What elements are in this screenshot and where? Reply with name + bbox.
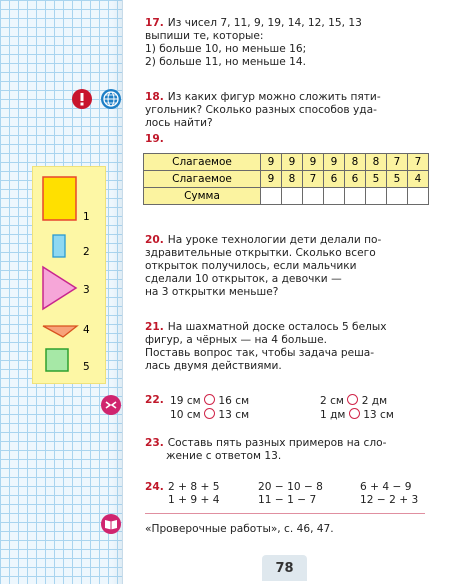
expression: 6 + 4 − 9 [360, 481, 412, 493]
table-cell: 9 [303, 154, 324, 171]
table-cell: 9 [261, 154, 282, 171]
task-18-line: лось найти? [145, 117, 213, 129]
task-17-line: 2) больше 11, но меньше 14. [145, 56, 306, 68]
task-23 [145, 437, 427, 463]
answer-cell[interactable] [282, 188, 303, 205]
table-row [144, 154, 429, 171]
answer-cell[interactable] [408, 188, 429, 205]
expression: 20 − 10 − 8 [258, 481, 323, 493]
task-number: 17. [145, 17, 164, 29]
comparison-right: 2 дм [361, 395, 388, 407]
expression: 2 + 8 + 5 [168, 481, 220, 493]
shape-triangle [43, 267, 76, 309]
task-18-line [145, 91, 427, 104]
shape-label: 4 [83, 324, 90, 336]
table-cell: 9 [282, 154, 303, 171]
shapes-panel [32, 166, 106, 384]
task-18-text: Из каких фигур можно сложить пяти- [167, 91, 381, 103]
task-number: 19. [145, 133, 164, 145]
task-20-line: здравительные открытки. Сколько всего [145, 247, 376, 259]
answer-cell[interactable] [387, 188, 408, 205]
globe-glyph [101, 89, 121, 109]
answer-cell[interactable] [345, 188, 366, 205]
task-24 [145, 481, 168, 494]
task-number: 20. [145, 234, 164, 246]
comparison-circle[interactable] [204, 394, 215, 405]
table-row [144, 171, 429, 188]
row-label: Слагаемое [144, 154, 261, 171]
shapes-figure [33, 167, 105, 383]
exclamation-icon [72, 89, 92, 109]
task-number: 21. [145, 321, 164, 333]
table-cell: 5 [366, 171, 387, 188]
task-number: 23. [145, 437, 164, 449]
task-21-line: лась двумя действиями. [145, 360, 282, 372]
answer-cell[interactable] [303, 188, 324, 205]
comparison-right: 13 см [363, 409, 394, 421]
task-21-line [145, 321, 427, 334]
row-label: Сумма [144, 188, 261, 205]
book-icon [101, 514, 121, 534]
pair-work-icon [101, 395, 121, 415]
exclamation-glyph [72, 89, 92, 109]
book-glyph [101, 514, 121, 534]
comparison-circle[interactable] [347, 394, 358, 405]
task-17 [145, 17, 427, 69]
shape-rectangle-small [53, 235, 65, 257]
globe-icon [101, 89, 121, 109]
comparison-1 [170, 394, 249, 408]
task-number: 18. [145, 91, 164, 103]
task-18-line: угольник? Сколько разных способов уда- [145, 104, 377, 116]
comparison-circle[interactable] [349, 408, 360, 419]
table-cell: 8 [366, 154, 387, 171]
task-19 [145, 133, 168, 146]
table-cell: 6 [345, 171, 366, 188]
task-20-line: сделали 10 открыток, а девочки — [145, 273, 342, 285]
table-cell: 4 [408, 171, 429, 188]
task-number: 24. [145, 481, 164, 493]
task-17-line: выпиши те, которые: [145, 30, 264, 42]
expression: 1 + 9 + 4 [168, 494, 220, 506]
task-18 [145, 91, 427, 130]
comparison-4 [320, 408, 394, 422]
shape-label: 5 [83, 361, 90, 373]
answer-cell[interactable] [324, 188, 345, 205]
table-cell: 8 [345, 154, 366, 171]
task-20-line: открыток получилось, если мальчики [145, 260, 357, 272]
comparison-right: 16 см [218, 395, 250, 407]
row-label: Слагаемое [144, 171, 261, 188]
comparison-right: 13 см [218, 409, 250, 421]
task-23-text: Составь пять разных примеров на сло- [167, 437, 387, 449]
table-cell: 9 [324, 154, 345, 171]
divider [145, 513, 425, 514]
comparison-left: 1 дм [320, 409, 346, 421]
shape-label: 2 [83, 246, 90, 258]
expression: 11 − 1 − 7 [258, 494, 317, 506]
table-cell: 5 [387, 171, 408, 188]
task-20-line: на 3 открытки меньше? [145, 286, 279, 298]
comparison-circle[interactable] [204, 408, 215, 419]
task-21 [145, 321, 427, 373]
shape-label: 1 [83, 211, 90, 223]
task-17-text: Из чисел 7, 11, 9, 19, 14, 12, 15, 13 [167, 17, 362, 29]
expression: 12 − 2 + 3 [360, 494, 419, 506]
pair-work-glyph [101, 395, 121, 415]
table-cell: 7 [408, 154, 429, 171]
task-21-line: Поставь вопрос так, чтобы задача реша- [145, 347, 375, 359]
answer-cell[interactable] [366, 188, 387, 205]
table-cell: 7 [303, 171, 324, 188]
answer-cell[interactable] [261, 188, 282, 205]
task-17-line: 1) больше 10, но меньше 16; [145, 43, 307, 55]
task-20-line [145, 234, 427, 247]
table-cell: 6 [324, 171, 345, 188]
task-20-text: На уроке технологии дети делали по- [167, 234, 382, 246]
table-cell: 9 [261, 171, 282, 188]
task-20 [145, 234, 427, 299]
shape-label: 3 [83, 284, 90, 296]
table-cell: 8 [282, 171, 303, 188]
page-number: 78 [262, 555, 307, 581]
shape-square [46, 349, 68, 371]
footer-reference: «Проверочные работы», с. 46, 47. [145, 523, 334, 535]
comparison-left: 2 см [320, 395, 344, 407]
task-17-line [145, 17, 427, 30]
comparison-3 [320, 394, 387, 408]
table-cell: 7 [387, 154, 408, 171]
comparison-left: 10 см [170, 409, 201, 421]
task-23-line [145, 437, 427, 450]
addition-table [143, 153, 429, 205]
shape-thin-triangle [43, 326, 77, 337]
task-21-text: На шахматной доске осталось 5 белых [167, 321, 387, 333]
task-21-line: фигур, а чёрных — на 4 больше. [145, 334, 327, 346]
shape-rectangle-large [43, 177, 76, 220]
table-row [144, 188, 429, 205]
task-number: 22. [145, 394, 164, 406]
comparison-2 [170, 408, 249, 422]
task-23-line: жение с ответом 13. [166, 450, 282, 462]
comparison-left: 19 см [170, 395, 201, 407]
